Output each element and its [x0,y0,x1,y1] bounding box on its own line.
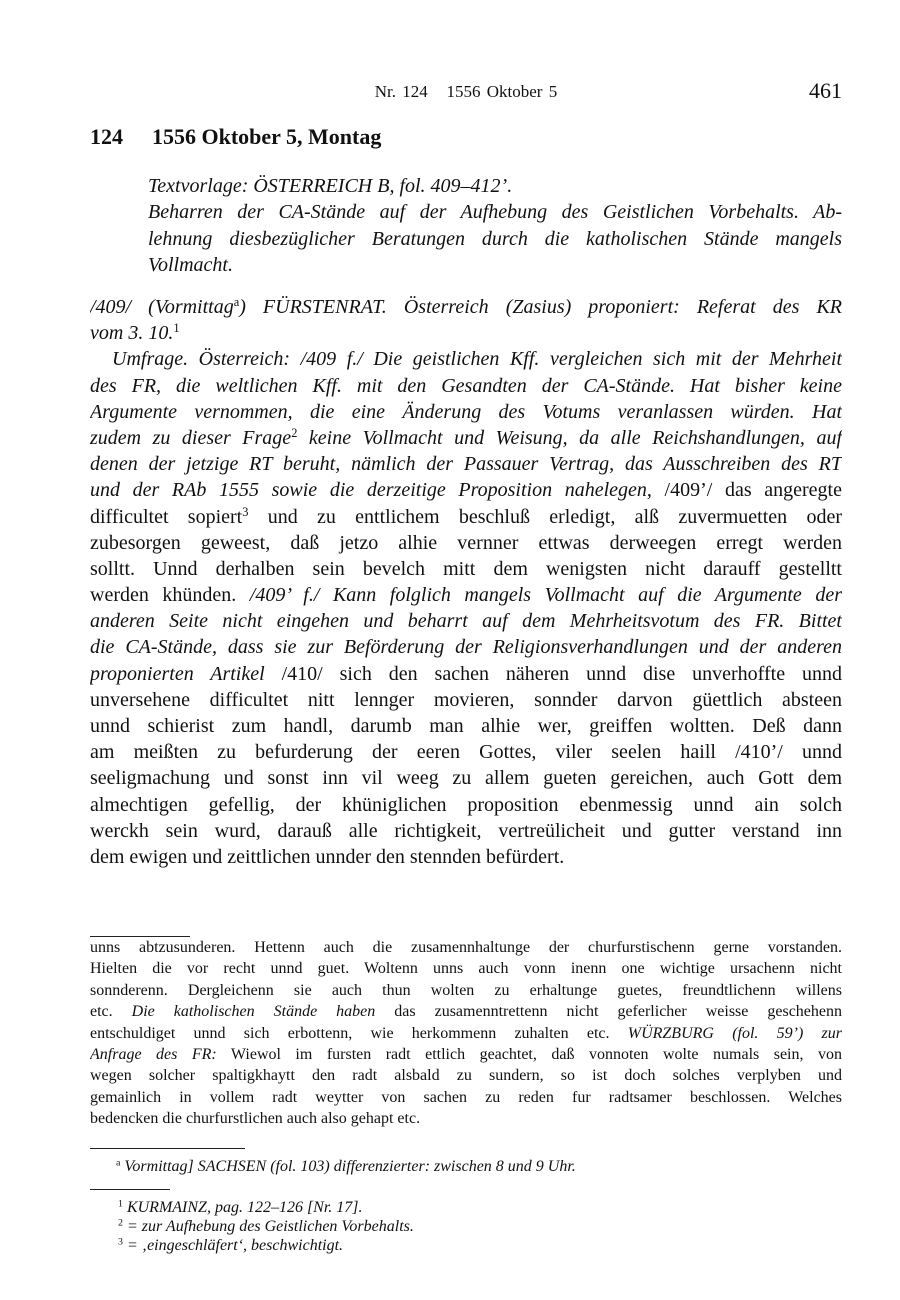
italic-text: keine Vollmacht und Weisung, da alle Reichshandlungen, auf [297,426,842,449]
text-span: /410/ sich den sachen näheren unnd dise unverhoffte unnd [264,662,842,685]
text-line [90,530,842,556]
source-note [148,173,842,200]
text-line [90,844,842,870]
text-span: wegen solcher spaltigkhaytt den radt alsbald zu sundern, so ist doch solches verplyben und [90,1067,842,1085]
text-line [90,608,842,634]
text-line [90,1023,842,1044]
text-span: unversehene difficultet nitt lennger movieren, sonnder darvon güettlich absteen [90,688,842,711]
text-line [90,1087,842,1108]
regest-summary [148,199,842,279]
text-line [90,1044,842,1065]
text-line [116,1157,842,1177]
footnote-1 [118,1198,842,1218]
italic-text: Umfrage. Österreich: /409 f./ Die geistlichen Kff. vergleichen sich mit der Mehrheit [112,348,842,371]
footnote-marker: 3 [242,504,249,519]
italic-text: und der RAb 1555 sowie die derzeitige Proposition nahelegen, [90,479,652,502]
text-line [90,451,842,477]
text-line [90,1001,842,1022]
text-span: am meißten zu befurderung der eeren Gottes, viler seelen haill /410’/ unnd [90,741,842,764]
page-number: 461 [809,78,842,103]
text-span: seeligmachung und sonst inn vil weeg zu allem gueten gereichen, auch Gott dem [90,767,842,790]
italic-text: proponierten Artikel [90,662,265,685]
text-span: entschuldiget unnd sich erbottenn, wie herkommenn zuhalten etc. [90,1024,628,1042]
text-line [90,739,842,765]
text-line [90,980,842,1001]
footnote-3 [118,1236,842,1256]
italic-text: denen der jetzige RT beruht, nämlich der Passauer Vertrag, das Ausschreiben des RT [90,453,842,476]
italic-text: Beharren der CA-Stände auf der Aufhebung des Geistlichen Vorbehalts. Ab- [148,201,842,223]
text-span: sonnderenn. Dergleichenn sie auch thun wolten zu erhaltunge guetes, freundtlichenn willens [90,981,842,999]
text-line [90,634,842,660]
text-span: solltt. Unnd derhalben sein bevelch mitt dem wenigsten nicht darauff gestelltt [90,557,842,580]
text-line [118,1217,842,1237]
text-line [118,1236,842,1256]
italic-text: des FR, die weltlichen Kff. mit den Gesandten der CA-Stände. Hat bisher keine [90,374,842,397]
italic-text: Vormittag] SACHSEN (fol. 103) differenzierter: zwischen 8 und 9 Uhr. [120,1158,576,1175]
footnote-marker: 2 [291,426,298,441]
footnote-marker: 3 [118,1236,123,1248]
italic-text: vom 3. 10. [90,322,174,345]
text-line [90,1108,842,1129]
text-notes-rule [90,1148,245,1149]
text-line [90,1065,842,1086]
italic-text: lehnung diesbezüglicher Beratungen durch die katholischen Stände mangels [148,227,842,250]
text-line [90,713,842,739]
italic-text: Argumente vernommen, die eine Änderung des Votums veranlassen würden. Hat [90,400,842,423]
text-line [90,504,842,530]
body-paragraph-1 [90,294,842,346]
text-line [148,226,842,253]
text-line [90,765,842,791]
italic-text: WÜRZBURG (fol. 59’) zur [627,1024,842,1042]
text-line [90,399,842,425]
running-head [90,80,842,106]
italic-text: = zur Aufhebung des Geistlichen Vorbehalts. [122,1218,414,1235]
text-line [148,173,842,200]
text-line [148,252,842,279]
text-line [90,294,842,320]
text-line [90,687,842,713]
text-line [90,346,842,372]
text-span: /409’/ das angeregte [651,479,842,502]
text-line [90,320,842,346]
footnote-marker: 1 [118,1198,123,1210]
text-span: unns abtzusunderen. Hettenn auch die zusamennhaltunge der churfurstischenn gerne vorstanden. [90,939,842,956]
footnote-marker: 2 [118,1217,123,1229]
text-span: difficultet sopiert [90,505,243,528]
text-line [90,582,842,608]
text-span: werckh sein wurd, darauß alle richtigkeit, vertreülicheit und gutter verstand inn [90,819,842,842]
text-span: gemainlich in vollem radt weytter von sachen zu reden fur radtsamer beschlossen. Welches [90,1088,842,1106]
italic-text: /409/ (Vormittag [90,296,234,318]
text-line [118,1198,842,1218]
italic-text: die CA-Stände, dass sie zur Beförderung der Religionsverhandlungen und der anderen [90,636,842,659]
factual-notes-rule [90,1189,170,1190]
document-number: 124 [90,124,123,149]
text-line [90,661,842,687]
text-line [90,556,842,582]
text-span: almechtigen gefellig, der khüniglichen proposition ebenmessig unnd ain solch [90,793,842,816]
footnote-marker: 1 [173,321,180,336]
text-line [90,958,842,979]
text-span: bedencken die churfurstlichen auch also gehapt etc. [90,1110,421,1128]
italic-text: Vollmacht. [148,254,233,276]
text-line [90,818,842,844]
text-span: dem ewigen und zeittlichen unnder den stennden befürdert. [90,845,565,868]
body-paragraph-2 [90,346,842,870]
running-head-label: Nr. 124 1556 Oktober 5 [374,82,558,101]
text-span: und zu enttlichem beschluß erledigt, alß zuvermuetten oder [248,505,842,528]
document-title [90,124,381,150]
text-line [90,373,842,399]
footnote-marker: a [233,295,240,310]
text-line [90,425,842,451]
text-span: Hielten die vor recht unnd guet. Woltenn unns auch vonn inenn one wichtige ursachenn nicht [90,960,842,978]
text-line [90,937,842,958]
footnote-2 [118,1217,842,1237]
text-span: das zusamenntrettenn nicht geferlicher weisse geschehenn [375,1003,842,1021]
text-span: zubesorgen geweest, daß jetzo alhie vernner ettwas derweegen erregt werden [90,531,842,554]
italic-text: Textvorlage: ÖSTERREICH B, fol. 409–412’. [148,175,513,197]
italic-text: /409’ f./ Kann folglich mangels Vollmacht auf die Argumente der [249,584,842,607]
footnote-marker: a [116,1157,121,1169]
continued-footnote [90,937,842,1130]
italic-text: ) FÜRSTENRAT. Österreich (Zasius) proponiert: Referat des KR [239,296,842,318]
text-line [90,792,842,818]
italic-text: zudem zu dieser Frage [90,426,292,449]
italic-text: Die katholischen Stände haben [131,1003,376,1021]
italic-text: anderen Seite nicht eingehen und beharrt auf dem Mehrheitsvotum des FR. Bittet [90,610,842,633]
text-span: etc. [90,1003,132,1021]
text-span: Wiewol im fursten radt ettlich geachtet, daß vonnoten wolte numals sein, von [216,1045,842,1063]
italic-text: = ‚eingeschläfert‘, beschwichtigt. [122,1237,344,1254]
text-line [90,477,842,503]
document-date: 1556 Oktober 5, Montag [152,124,382,149]
text-span: werden khünden. [90,584,250,607]
italic-text: Anfrage des FR: [90,1045,217,1063]
text-line [148,199,842,226]
text-span: unnd schierist zum handl, darumb man alhie wer, greiffen woltten. Deß dann [90,715,842,738]
text-note-a [116,1157,842,1177]
italic-text: KURMAINZ, pag. 122–126 [Nr. 17]. [122,1199,363,1216]
